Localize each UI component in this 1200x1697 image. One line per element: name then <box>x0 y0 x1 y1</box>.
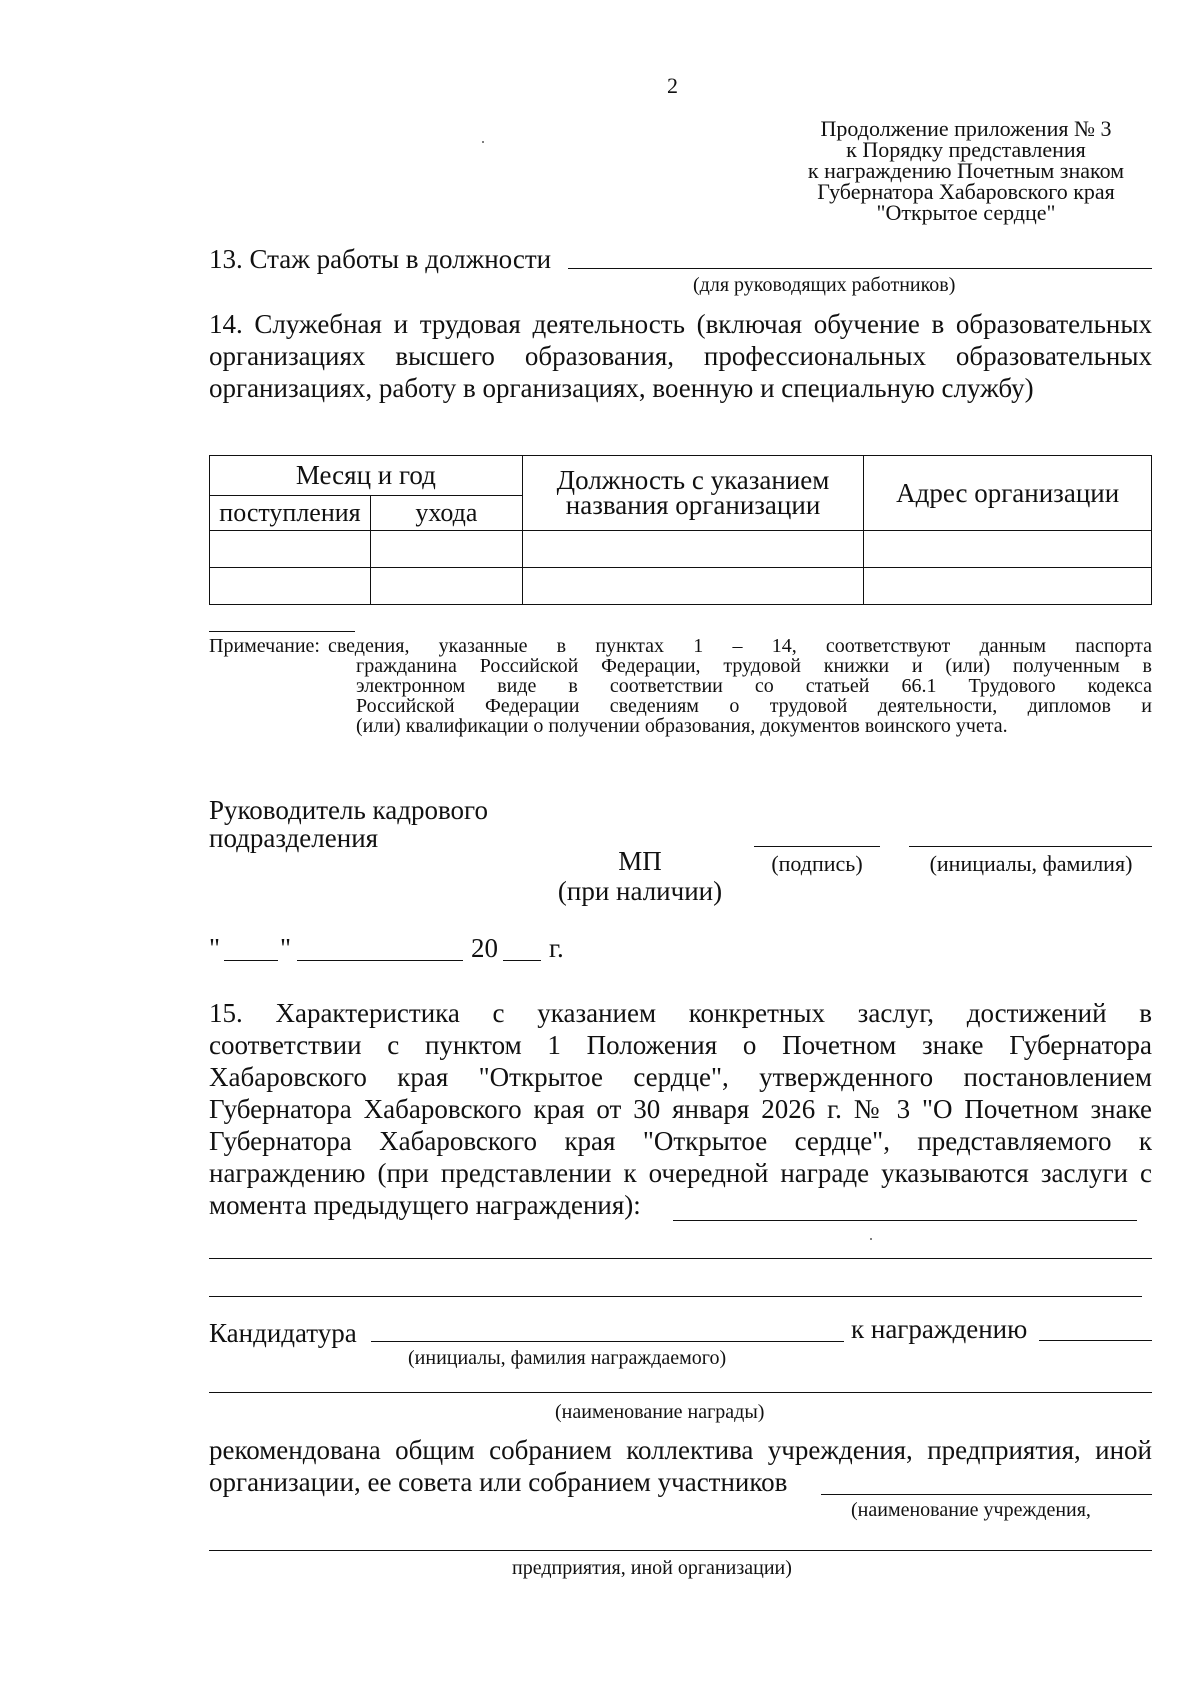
item15-line-4: Губернатора Хабаровского края от 30 января 2026 г. № 3 "О Почетном знаке <box>209 1094 1152 1124</box>
page-number: 2 <box>667 73 678 98</box>
org-hint-2: предприятия, иной организации) <box>512 1557 792 1579</box>
date-quote-open: " <box>209 933 221 963</box>
item14-line-1: 14. Служебная и трудовая деятельность (включая обучение в образовательных <box>209 309 1152 339</box>
hr-head-line-1: Руководитель кадрового <box>209 795 488 825</box>
item13-label: 13. Стаж работы в должности <box>209 244 552 274</box>
note-line-2: гражданина Российской Федерации, трудовой книжки и (или) полученным в <box>356 655 1152 677</box>
stamp-hint: (при наличии) <box>557 876 723 906</box>
table-row <box>210 531 1152 568</box>
award-name-line[interactable] <box>209 1392 1152 1393</box>
appendix-header <box>776 118 1156 223</box>
recommended-text <box>209 1434 1152 1498</box>
item15-line-7: момента предыдущего награждения): <box>209 1190 641 1220</box>
appendix-line-1: Продолжение приложения № 3 <box>820 116 1112 141</box>
item15-line-3: Хабаровского края "Открытое сердце", утвержденного постановлением <box>209 1062 1152 1092</box>
signature-hint: (подпись) <box>771 851 863 876</box>
note-line-1: сведения, указанные в пунктах 1 – 14, соответствуют данным паспорта <box>327 635 1152 657</box>
employment-table <box>209 455 1152 605</box>
note-label: Примечание: <box>209 635 320 657</box>
item14-line-3: организациях, работу в организациях, военную и специальную службу) <box>209 373 1034 403</box>
date-year-prefix: 20 <box>471 933 498 963</box>
date-quote-close: " <box>280 933 292 963</box>
table-cell[interactable] <box>210 531 371 568</box>
departure-header: ухода <box>370 496 522 531</box>
award-name-hint: (наименование награды) <box>555 1401 765 1423</box>
recommended-line-1: рекомендована общим собранием коллектива учреждения, предприятия, иной <box>209 1435 1152 1465</box>
hr-head-line-2: подразделения <box>209 823 379 853</box>
name-hint: (инициалы, фамилия) <box>929 851 1133 876</box>
name-line[interactable] <box>909 846 1152 847</box>
to-award-label: к награждению <box>851 1314 1028 1344</box>
date-month-line[interactable] <box>297 960 463 961</box>
item15-fill-line-3[interactable] <box>209 1296 1142 1297</box>
org-name-line[interactable] <box>821 1494 1152 1495</box>
appendix-line-3: к награждению Почетным знаком <box>807 158 1125 183</box>
position-header: Должность с указанием названия организации <box>522 456 864 531</box>
item15-line-2: соответствии с пунктом 1 Положения о Почетном знаке Губернатора <box>209 1030 1152 1060</box>
stamp-label: МП <box>618 846 662 876</box>
note-block <box>209 636 1152 736</box>
date-year-suffix: г. <box>549 933 564 963</box>
item13-fill-line[interactable] <box>568 268 1152 269</box>
item14-text <box>209 308 1152 404</box>
hr-head-title <box>209 796 488 852</box>
stamp-block <box>545 846 735 906</box>
signature-line[interactable] <box>754 846 880 847</box>
date-day-line[interactable] <box>224 960 278 961</box>
item15-fill-line-1[interactable] <box>673 1220 1137 1221</box>
note-line-5: (или) квалификации о получении образования, документов воинского учета. <box>356 715 1008 737</box>
table-cell[interactable] <box>210 568 371 605</box>
admission-header: поступления <box>210 496 371 531</box>
note-line-4: Российской Федерации сведениям о трудовой деятельности, дипломов и <box>356 695 1152 717</box>
appendix-line-4: Губернатора Хабаровского края <box>817 179 1115 204</box>
candidacy-name-hint: (инициалы, фамилия награждаемого) <box>408 1347 727 1369</box>
candidacy-label: Кандидатура <box>209 1318 357 1348</box>
table-cell[interactable] <box>522 531 864 568</box>
month-year-header: Месяц и год <box>210 456 523 496</box>
to-award-line[interactable] <box>1039 1340 1152 1341</box>
table-cell[interactable] <box>522 568 864 605</box>
table-cell[interactable] <box>864 531 1152 568</box>
item15-text <box>209 997 1152 1221</box>
org-hint-1: (наименование учреждения, <box>851 1499 1091 1521</box>
org-name-line-2[interactable] <box>209 1550 1152 1551</box>
item15-fill-line-2[interactable] <box>209 1258 1152 1259</box>
table-cell[interactable] <box>864 568 1152 605</box>
appendix-line-5: "Открытое сердце" <box>876 200 1056 225</box>
item15-line-6: награждению (при представлении к очередной награде указываются заслуги с <box>209 1158 1152 1188</box>
table-cell[interactable] <box>370 531 522 568</box>
item15-line-1: 15. Характеристика с указанием конкретных заслуг, достижений в <box>209 998 1152 1028</box>
candidacy-name-line[interactable] <box>371 1341 844 1342</box>
recommended-line-2: организации, ее совета или собранием участников <box>209 1467 788 1497</box>
item15-line-5: Губернатора Хабаровского края "Открытое сердце", представляемого к <box>209 1126 1152 1156</box>
table-cell[interactable] <box>370 568 522 605</box>
scan-speck <box>870 1238 872 1240</box>
table-row <box>210 568 1152 605</box>
appendix-line-2: к Порядку представления <box>846 137 1086 162</box>
date-year-line[interactable] <box>503 960 541 961</box>
scan-speck <box>482 141 484 143</box>
item13-hint: (для руководящих работников) <box>693 274 956 296</box>
address-header: Адрес организации <box>864 456 1152 531</box>
note-separator <box>209 631 355 632</box>
note-line-3: электронном виде в соответствии со статьей 66.1 Трудового кодекса <box>356 675 1152 697</box>
item14-line-2: организациях высшего образования, профессиональных образовательных <box>209 341 1152 371</box>
